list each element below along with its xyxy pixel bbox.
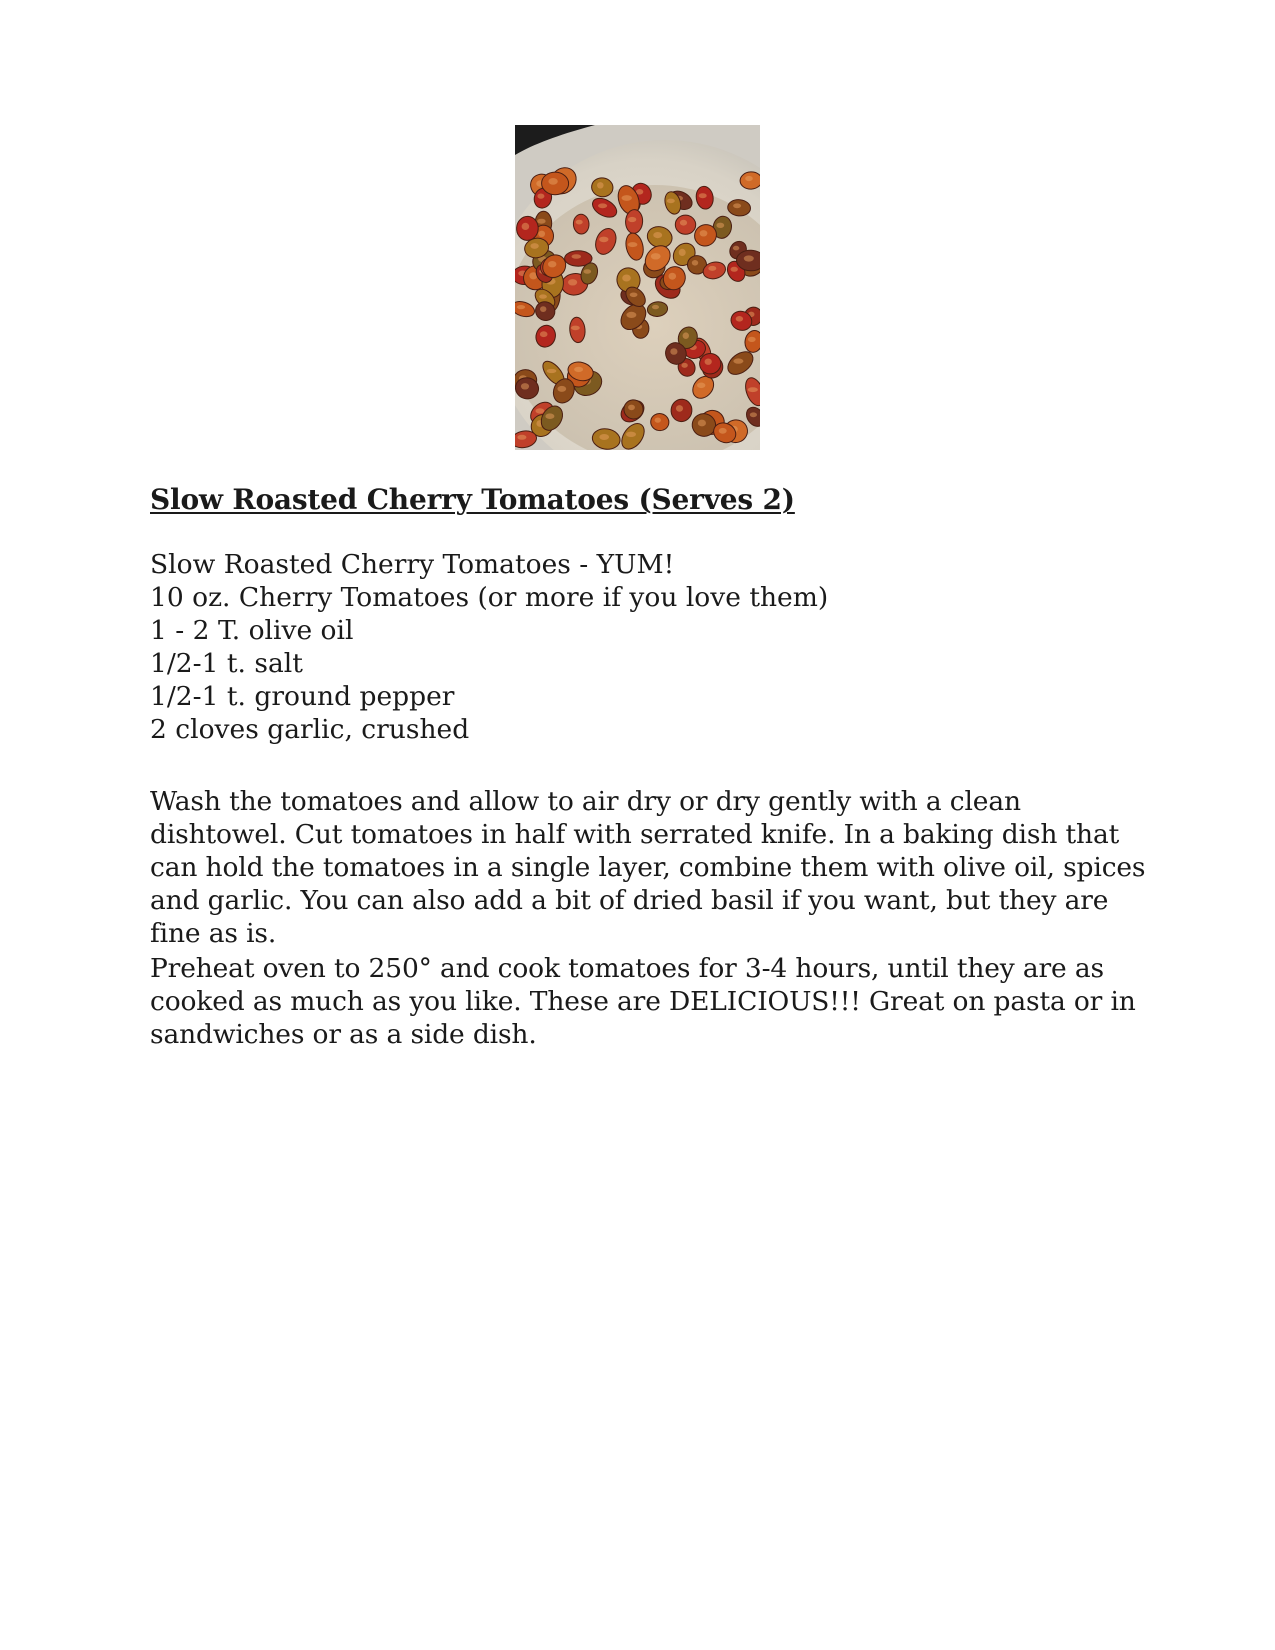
tomato-highlight [536, 408, 545, 413]
tomato-highlight [572, 254, 582, 259]
tomato-highlight [733, 358, 743, 363]
tomato-highlight [700, 230, 708, 236]
tomato-highlight [731, 267, 738, 272]
tomato-highlight [522, 223, 530, 230]
tomato-highlight [692, 260, 698, 266]
tomato-highlight [681, 363, 687, 368]
tomato-highlight [719, 428, 727, 434]
tomato-highlight [705, 359, 712, 365]
tomato-highlight [676, 405, 683, 412]
tomato-highlight [745, 176, 753, 181]
tomato-highlight [538, 231, 545, 237]
tomato-highlight [571, 326, 580, 331]
tomato-highlight [652, 305, 659, 309]
tomato-highlight [733, 203, 741, 208]
tomato-highlight [622, 275, 631, 282]
tomato-highlight [530, 243, 538, 249]
tomato-highlight [540, 331, 548, 337]
tomato-highlight [655, 418, 661, 423]
tomato-highlight [697, 383, 705, 389]
tomato-highlight [653, 232, 662, 238]
tomato-highlight [521, 383, 529, 389]
tomato-highlight [545, 413, 554, 419]
tomato-highlight [584, 269, 592, 274]
ingredient-line: 10 oz. Cherry Tomatoes (or more if you love them) [150, 582, 829, 613]
tomato-highlight [683, 332, 689, 339]
tomato-highlight [679, 249, 686, 256]
ingredient-line: 2 cloves garlic, crushed [150, 714, 470, 745]
tomato-highlight [576, 220, 583, 225]
tomato-highlight [598, 203, 607, 208]
ingredient-line: 1/2-1 t. ground pepper [150, 681, 455, 712]
tomato-highlight [628, 405, 635, 411]
tomato-highlight [557, 386, 566, 392]
tomato-highlight [540, 306, 546, 312]
tomato-highlight [539, 294, 547, 298]
ingredient-line: Slow Roasted Cherry Tomatoes - YUM! [150, 549, 675, 580]
roasted-tomatoes-photo [515, 125, 760, 450]
tomato-highlight [517, 305, 525, 309]
tomato-highlight [626, 432, 636, 437]
tomato-highlight [537, 219, 545, 224]
tomato-highlight [698, 420, 706, 427]
tomato-highlight [630, 293, 638, 298]
tomato-highlight [716, 223, 724, 228]
ingredient-line: 1 - 2 T. olive oil [150, 615, 354, 646]
tomato-highlight [622, 195, 632, 201]
ingredient-line: 1/2-1 t. salt [150, 648, 303, 679]
tomato-highlight [568, 279, 577, 285]
recipe-title: Slow Roasted Cherry Tomatoes (Serves 2) [150, 483, 795, 516]
tomato-highlight [547, 369, 557, 373]
instructions-paragraph: Preheat oven to 250° and cook tomatoes for 3-4 hours, until they are as cooked as much as you like. These are DELICIOUS!!! Great on pasta or in sandwiches or as a side dish. [150, 953, 1136, 1050]
tomato-highlight [744, 255, 754, 261]
tomato-highlight [670, 348, 677, 355]
tomato-highlight [628, 217, 636, 222]
tomato-highlight [748, 337, 756, 342]
tomato-highlight [574, 367, 583, 372]
tomato-highlight [548, 178, 557, 185]
tomato-highlight [667, 199, 675, 204]
instructions-paragraph: Wash the tomatoes and allow to air dry or dry gently with a clean dishtowel. Cut tomatoes in half with serrated knife. In a baking dish that can hold the tomatoes in a single layer, combine them with olive oil, spices and garlic. You can also add a bit of dried basil if you want, but they are fine as is. [150, 786, 1146, 949]
tomato-highlight [708, 266, 716, 271]
tomato-highlight [626, 312, 636, 318]
tomato-highlight [628, 242, 638, 247]
tomato-highlight [748, 387, 758, 392]
tomato-highlight [733, 246, 739, 251]
tomato-highlight [669, 273, 677, 280]
tomato-highlight [537, 194, 544, 199]
tomato-highlight [517, 435, 526, 440]
tomato-half [573, 214, 590, 235]
tomato-highlight [597, 182, 604, 188]
tomato-highlight [548, 261, 556, 267]
ingredients-list [150, 548, 828, 746]
tomato-highlight [750, 412, 757, 417]
tomato-highlight [680, 220, 687, 226]
tomato-highlight [599, 434, 609, 440]
tomato-highlight [651, 253, 661, 259]
tomato-highlight [599, 237, 608, 243]
tomato-highlight [736, 316, 743, 322]
tomato-highlight [699, 193, 707, 198]
